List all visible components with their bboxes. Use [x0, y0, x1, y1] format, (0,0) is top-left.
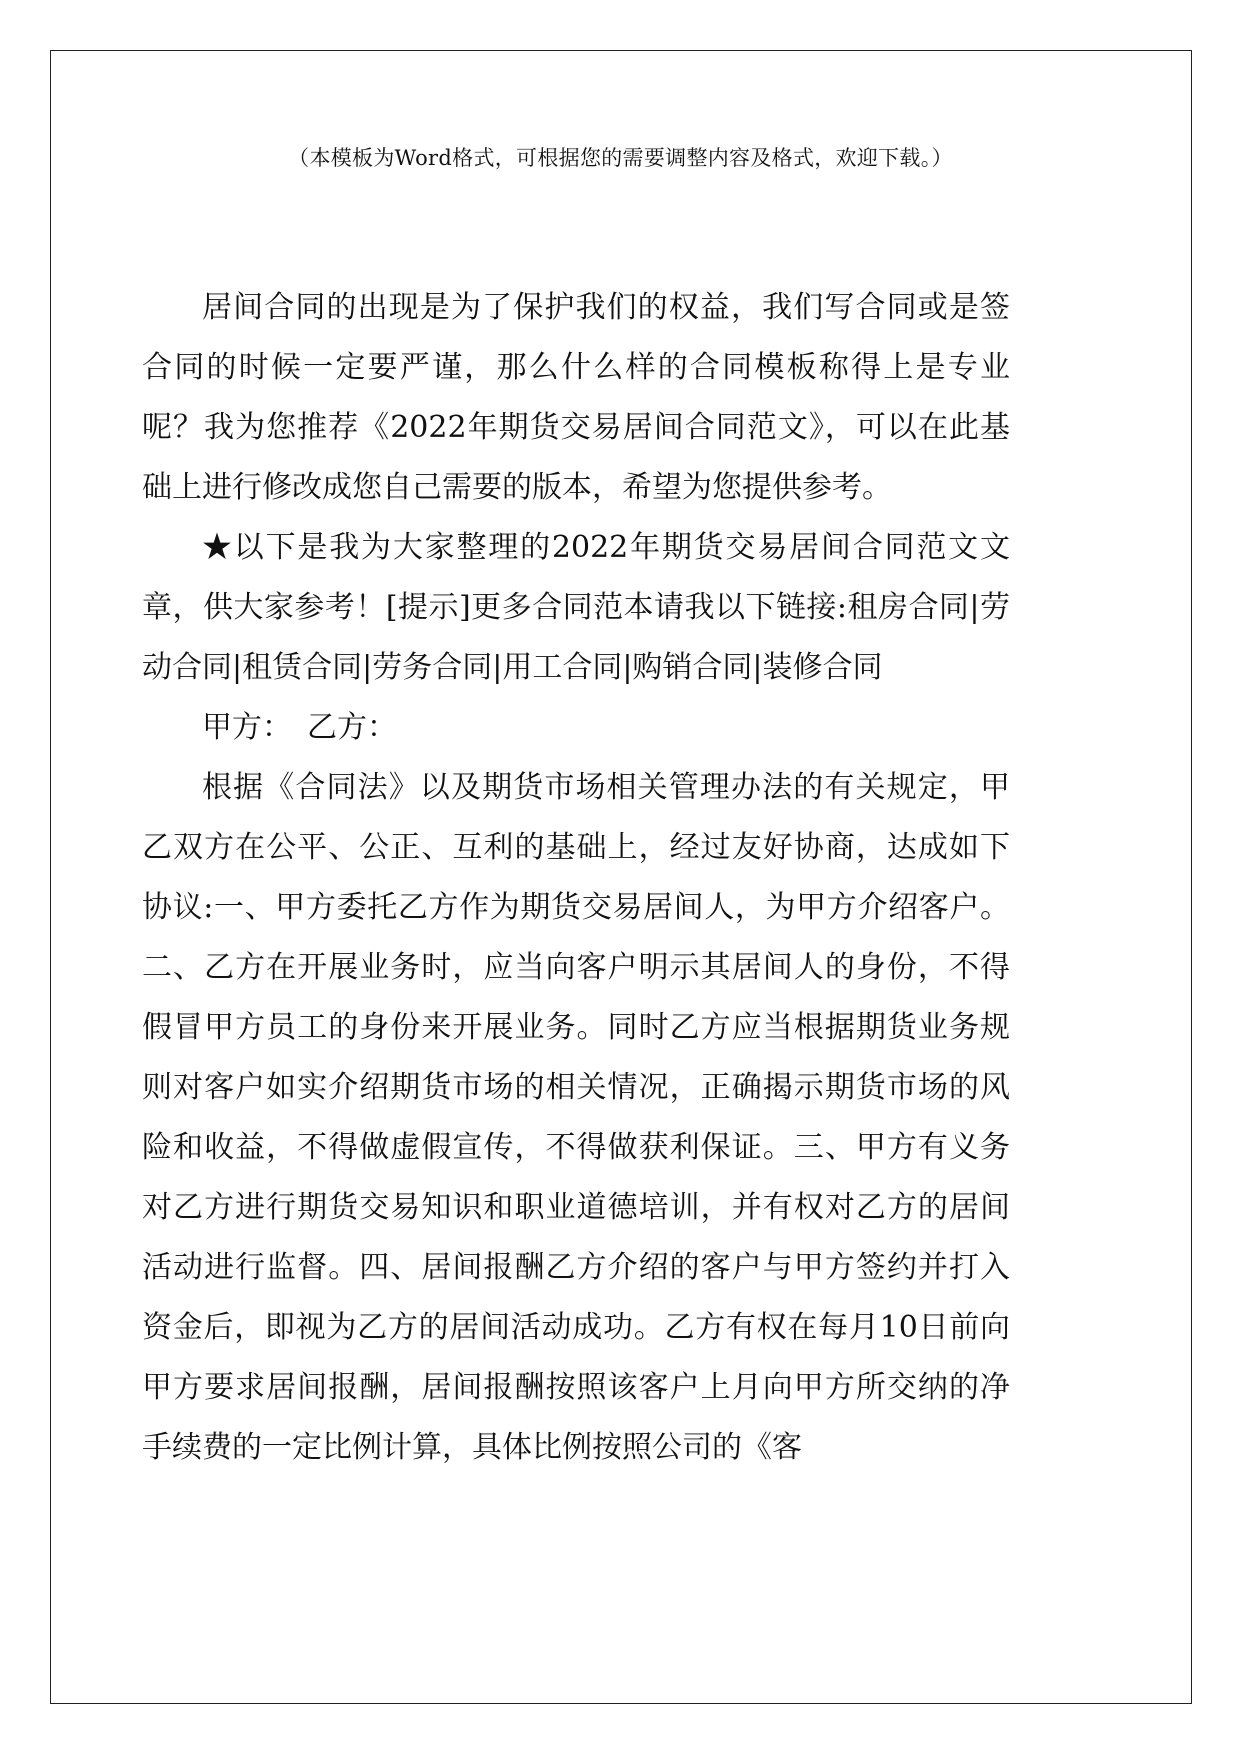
document-body [142, 278, 1010, 1478]
intro-paragraph: 居间合同的出现是为了保护我们的权益，我们写合同或是签合同的时候一定要严谨，那么什么样的合同模板称得上是专业呢？我为您推荐《2022年期货交易居间合同范文》，可以在此基础上进行修改成您自己需要的版本，希望为您提供参考。 [142, 290, 1010, 505]
parties-line: 甲方： 乙方： [202, 710, 397, 745]
template-note: （本模板为Word格式，可根据您的需要调整内容及格式，欢迎下载。） [288, 146, 953, 170]
links-paragraph: ★以下是我为大家整理的2022年期货交易居间合同范文文章，供大家参考！[提示]更多合同范本请我以下链接:租房合同|劳动合同|租赁合同|劳务合同|用工合同|购销合同|装修合同 [142, 530, 1010, 685]
agreement-paragraph: 根据《合同法》以及期货市场相关管理办法的有关规定，甲乙双方在公平、公正、互利的基础上，经过友好协商，达成如下协议:一、甲方委托乙方作为期货交易居间人，为甲方介绍客户。二、乙方在开展业务时，应当向客户明示其居间人的身份，不得假冒甲方员工的身份来开展业务。同时乙方应当根据期货业务规则对客户如实介绍期货市场的相关情况，正确揭示期货市场的风险和收益，不得做虚假宣传，不得做获利保证。三、甲方有义务对乙方进行期货交易知识和职业道德培训，并有权对乙方的居间活动进行监督。四、居间报酬乙方介绍的客户与甲方签约并打入资金后，即视为乙方的居间活动成功。乙方有权在每月10日前向甲方要求居间报酬，居间报酬按照该客户上月向甲方所交纳的净手续费的一定比例计算，具体比例按照公司的《客 [142, 770, 1010, 1465]
